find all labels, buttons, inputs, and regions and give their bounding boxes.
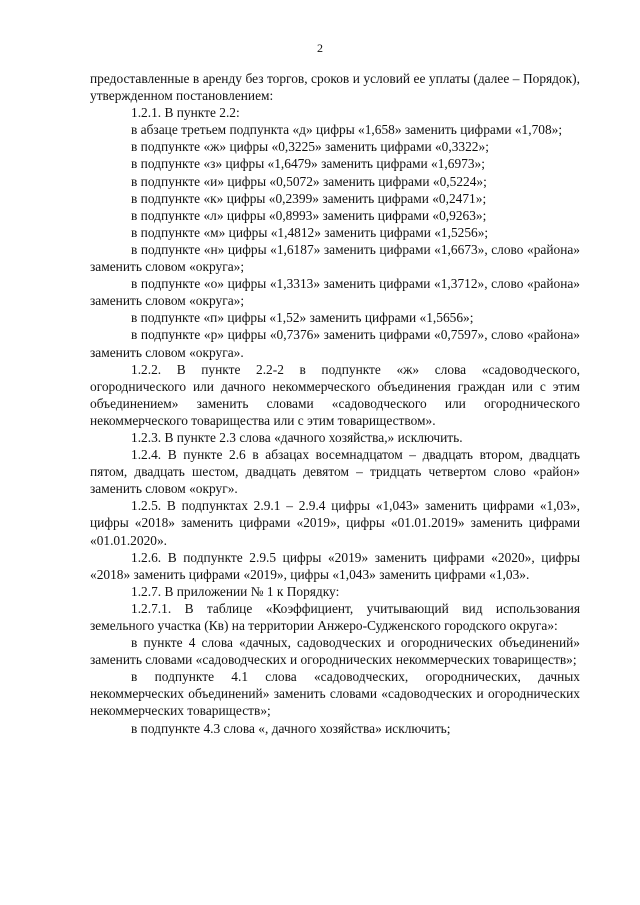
clause-heading: 1.2.1. В пункте 2.2: <box>131 105 240 121</box>
paragraph: 1.2.6. В подпункте 2.9.5 цифры «2019» заменить цифрами «2020», цифры «2018» заменить цифрами «2019», цифры «1,043» заменить цифрами «1,03». <box>90 549 580 582</box>
paragraph: в подпункте «п» цифры «1,52» заменить цифрами «1,5656»; <box>131 310 474 326</box>
paragraph: 1.2.7. В приложении № 1 к Порядку: <box>131 583 340 599</box>
paragraph: в подпункте 4.1 слова «садоводческих, огороднических, дачных некоммерческих объединений» заменить словами «садоводческих и огороднических некоммерческих товариществ»; <box>90 669 580 719</box>
paragraph: предоставленные в аренду без торгов, сроков и условий ее уплаты (далее – Порядок), утвержденном постановлением: <box>90 71 580 104</box>
paragraph: 1.2.2. В пункте 2.2-2 в подпункте «ж» слова «садоводческого, огороднического или дачного некоммерческого объединения граждан или с этим объединением» заменить словами «садоводческого или огороднического некоммерческого товарищества или с этим товариществом». <box>90 361 580 428</box>
paragraph: в подпункте «ж» цифры «0,3225» заменить цифрами «0,3322»; <box>131 139 489 155</box>
paragraph: в подпункте «р» цифры «0,7376» заменить цифрами «0,7597», слово «района» заменить словом «округа». <box>90 327 580 360</box>
paragraph: в подпункте «о» цифры «1,3313» заменить цифрами «1,3712», слово «района» заменить словом «округа»; <box>90 276 580 309</box>
paragraph: в подпункте «н» цифры «1,6187» заменить цифрами «1,6673», слово «района» заменить словом «округа»; <box>90 241 580 275</box>
paragraph: 1.2.3. В пункте 2.3 слова «дачного хозяйства,» исключить. <box>131 429 463 445</box>
paragraph: 1.2.7.1. В таблице «Коэффициент, учитывающий вид использования земельного участка (Кв) на территории Анжеро-Судженского городского округа»: <box>90 600 580 633</box>
paragraph: в пункте 4 слова «дачных, садоводческих и огороднических объединений» заменить словами «садоводческих и огороднических некоммерческих товариществ»; <box>90 635 580 668</box>
paragraph: в подпункте «к» цифры «0,2399» заменить цифрами «0,2471»; <box>131 190 487 206</box>
paragraph: в подпункте 4.3 слова «, дачного хозяйства» исключить; <box>131 720 451 736</box>
document-body <box>90 70 580 737</box>
paragraph: в подпункте «и» цифры «0,5072» заменить цифрами «0,5224»; <box>131 173 487 189</box>
paragraph: 1.2.4. В пункте 2.6 в абзацах восемнадцатом – двадцать втором, двадцать пятом, двадцать шестом, двадцать девятом – тридцать четвертом слово «район» заменить словом «округ». <box>90 447 580 497</box>
paragraph: в абзаце третьем подпункта «д» цифры «1,658» заменить цифрами «1,708»; <box>131 122 563 138</box>
paragraph: в подпункте «л» цифры «0,8993» заменить цифрами «0,9263»; <box>131 207 487 223</box>
page-number: 2 <box>317 41 323 55</box>
paragraph: 1.2.5. В подпунктах 2.9.1 – 2.9.4 цифры «1,043» заменить цифрами «1,03», цифры «2018» заменить цифрами «2019», цифры «01.01.2019» заменить цифрами «01.01.2020». <box>90 498 580 548</box>
paragraph: в подпункте «з» цифры «1,6479» заменить цифрами «1,6973»; <box>131 156 485 172</box>
paragraph: в подпункте «м» цифры «1,4812» заменить цифрами «1,5256»; <box>131 224 489 240</box>
